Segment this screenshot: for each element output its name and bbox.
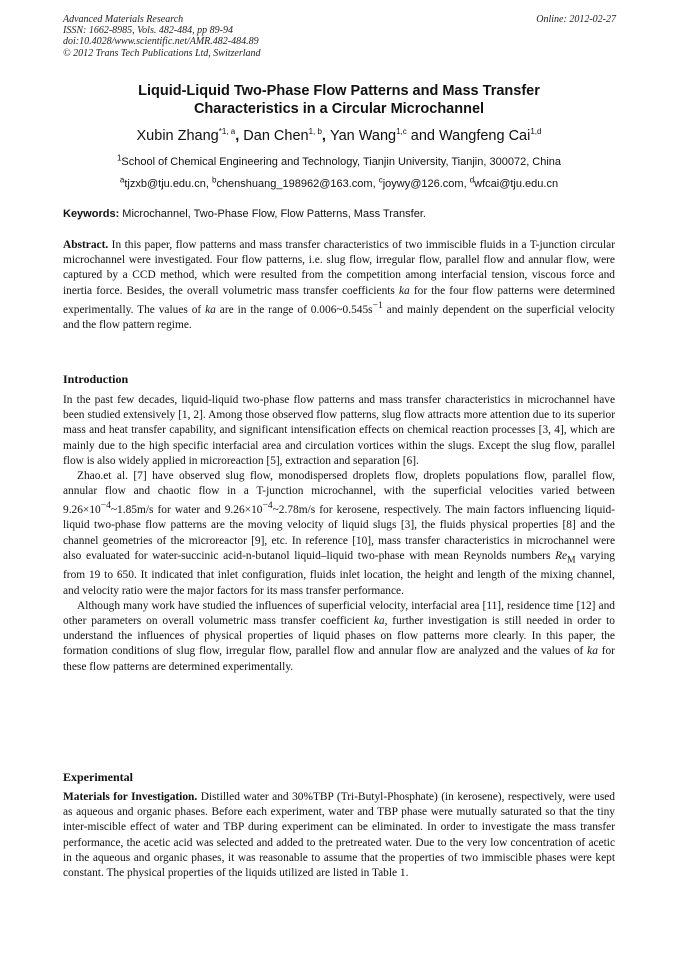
text-run: −4 (100, 501, 111, 512)
paragraph (63, 393, 615, 469)
text-run: , further investigation is still needed in order to understand the influences of physical properties of liquid phases on flow patterns more clearly. In this paper, the formation conditions of slug flow, irregular flow, parallel flow and annular flow are analyzed and the values of (63, 614, 615, 658)
text-run: ka (587, 645, 598, 658)
section-heading-experimental: Experimental (63, 770, 133, 784)
doi-line[interactable]: doi:10.4028/www.scientific.net/AMR.482-484.89 (63, 36, 259, 48)
author: Yan Wang$^{1,c}$ and (329, 127, 439, 144)
title-line-2: Characteristics in a Circular Microchannel (193, 101, 485, 117)
text-run: are in the range of 0.006~0.545s (215, 303, 373, 316)
text-run: In this paper, flow patterns and mass transfer characteristics of two immiscible fluids in a T-junction circular microchannel were investigated. Four flow patterns, i.e. slug flow, irregular flow, parallel flow and annular flow, were captured by a CCD method, which were resulted from the competition among interfacial tension, viscous force and inertia force. Besides, the overall volumetric mass transfer coefficients (63, 239, 615, 297)
experimental-body (63, 790, 615, 881)
paper-title (60, 82, 618, 118)
keywords-text: Microchannel, Two-Phase Flow, Flow Patterns, Mass Transfer. (119, 208, 426, 220)
keywords-label: Keywords: (63, 208, 120, 220)
abstract (63, 238, 615, 333)
email-item[interactable]: $^d$wfcai@tju.edu.cn (469, 175, 559, 190)
paragraph (63, 599, 615, 675)
text-run: M (567, 555, 576, 566)
run-in-heading: Materials for Investigation. (63, 791, 198, 803)
abstract-body (63, 239, 615, 331)
text-run: Zhao.et al. [7] have observed slug flow, monodispersed droplets flow, droplets populations flow, parallel flow, annular flow and chaotic flow in a T-junction microchannel, with the superficial velocities varied between 9.26×10 (63, 470, 615, 517)
abstract-label: Abstract. (63, 239, 109, 251)
text-run: ~2.78m/s for kerosene, respectively. The main factors influencing liquid-liquid two-phase flow patterns are the moving velocity of liquid slugs [3], the fluids physical properties [8] and the channel geometries of the microreactor [9], etc. In reference [10], mass transfer characteristics in microchannel were also evaluated for water-succinic acid-n-butanol liquid–liquid two-phase with mean Reynolds numbers (63, 504, 615, 562)
text-run: ka (205, 303, 216, 316)
issn-line: ISSN: 1662-8985, Vols. 482-484, pp 89-94 (63, 25, 233, 37)
text-run: Although many work have studied the influences of superficial velocity, interfacial area [11], residence time [12] and other parameters on overall volumetric mass transfer coefficient (63, 599, 615, 627)
text-run: −1 (372, 300, 383, 311)
text-run: for the four flow patterns were determined experimentally. The values of (63, 284, 615, 316)
text-run: ka (398, 284, 410, 297)
author: Wangfeng Cai$^{1,d}$ (439, 127, 542, 144)
email-item[interactable]: $^c$joywy@126.com (378, 175, 464, 190)
introduction-body (63, 393, 615, 675)
author: Xubin Zhang$^{*1, a}$, (136, 127, 244, 144)
section-heading-introduction: Introduction (63, 372, 129, 386)
keywords (63, 208, 615, 220)
text-run: varying from 19 to 650. It indicated that inlet configuration, fluids inlet location, the height and length of the mixing channel, and velocity ratio were the major factors for its mass transfer performance. (63, 549, 615, 597)
copyright-line: © 2012 Trans Tech Publications Ltd, Switzerland (63, 47, 261, 59)
paragraph (63, 790, 615, 881)
text-run: Re (555, 549, 568, 562)
text-run: −4 (262, 501, 273, 512)
email-item[interactable]: $^b$chenshuang_198962@163.com (211, 175, 373, 190)
affiliation: $^1$School of Chemical Engineering and Technology, Tianjin University, Tianjin, 300072, China (116, 153, 562, 168)
journal-name: Advanced Materials Research (63, 14, 184, 25)
email-list: $^a$tjzxb@tju.edu.cn, $^b$chenshuang_198962@163.com, $^c$joywy@126.com, $^d$wfcai@tju.edu.cn (119, 175, 559, 190)
text-run: In the past few decades, liquid-liquid two-phase flow patterns and mass transfer characteristics in microchannel have been studied extensively [1, 2]. Among those observed flow patterns, slug flow attracts more attention due to its superior mass and heat transfer capability, and significant intensification effects on chemical reaction processes [3, 4], which are mainly due to the high specific interfacial area and circulation vortices within the slugs. Except the slug flow, parallel flow is also widely applied in microreaction [5], extraction and separation [6]. (63, 394, 615, 467)
journal-meta (63, 14, 261, 59)
online-date: Online: 2012-02-27 (536, 14, 616, 25)
text-run: ~1.85m/s for water and 9.26×10 (110, 504, 263, 517)
text-run: for these flow patterns are determined experimentally. (63, 645, 615, 673)
email-item[interactable]: $^a$tjzxb@tju.edu.cn (119, 175, 206, 190)
text-run: ka (373, 614, 385, 627)
text-run: Distilled water and 30%TBP (Tri-Butyl-Phosphate) (in kerosene), respectively, were used as aqueous and organic phases. Before each experiment, water and TBP phase were mutually saturated so that the tiny inter-miscible effect of water and TBP during experiment can be eliminated. In order to investigate the mass transfer performance, the acetic acid was selected and added to the pretreated water. Due to the very low concentration of acetic in the aqueous and organic phases, it was reasonable to assume that the properties of two immiscible phases were kept constant. The physical properties of the liquids utilized are listed in Table 1. (63, 791, 616, 880)
title-line-1: Liquid-Liquid Two-Phase Flow Patterns and Mass Transfer (138, 83, 540, 99)
author: Dan Chen$^{1, b}$, (243, 127, 330, 144)
text-run: and mainly dependent on the superficial velocity and the flow pattern regime. (63, 303, 616, 331)
author-list (60, 128, 618, 144)
paragraph (63, 469, 615, 599)
